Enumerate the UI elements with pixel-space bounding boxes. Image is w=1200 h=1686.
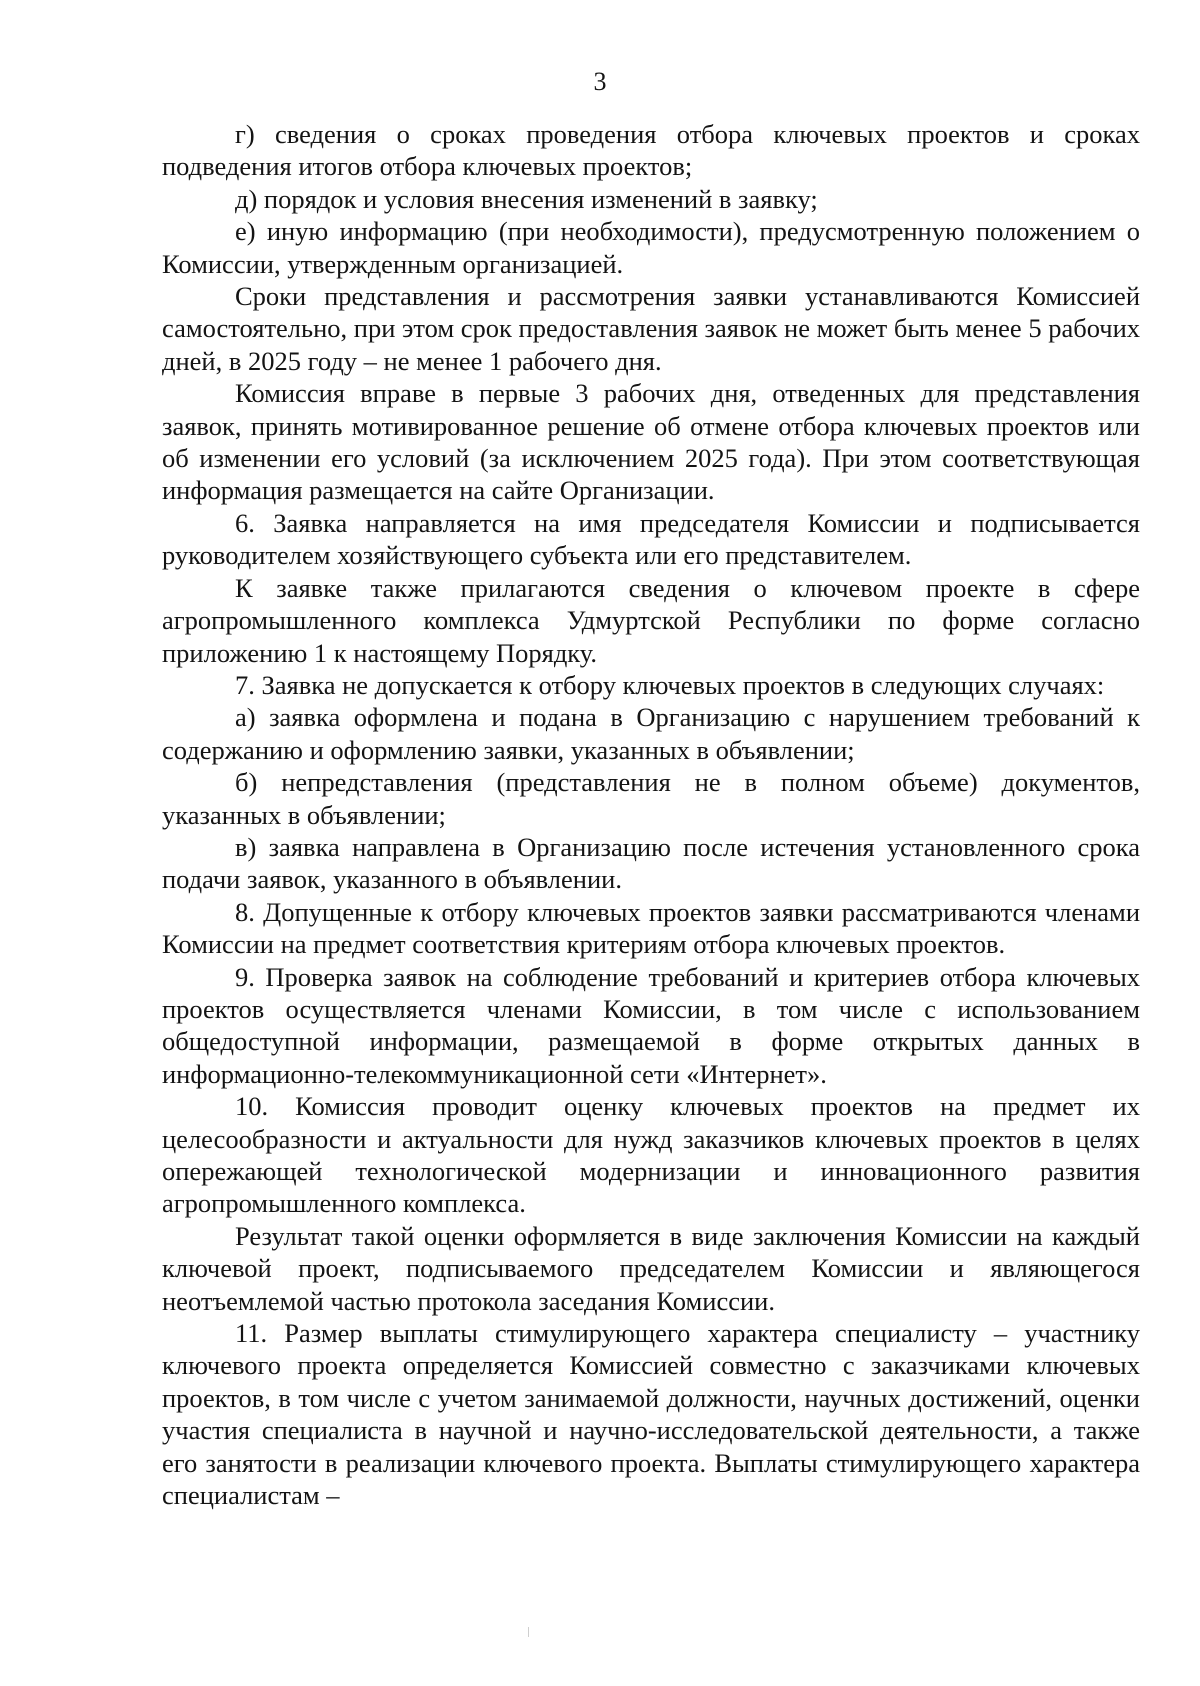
paragraph-clause-9: 9. Проверка заявок на соблюдение требований и критериев отбора ключевых проектов осуществляется членами Комиссии, в том числе с использованием общедоступной информации, размещаемой в форме открытых данных в информационно-телекоммуникационной сети «Интернет».	[162, 961, 1140, 1089]
paragraph-item-a: а) заявка оформлена и подана в Организацию с нарушением требований к содержанию и оформлению заявки, указанных в объявлении;	[162, 702, 1140, 765]
paragraph-item-g: г) сведения о сроках проведения отбора ключевых проектов и сроках подведения итогов отбора ключевых проектов;	[162, 119, 1140, 182]
paragraph-item-d: д) порядок и условия внесения изменений в заявку;	[235, 183, 818, 214]
paragraph-item-v: в) заявка направлена в Организацию после истечения установленного срока подачи заявок, указанного в объявлении.	[162, 831, 1140, 895]
document-body	[162, 118, 1140, 1511]
paragraph-clause-8: 8. Допущенные к отбору ключевых проектов заявки рассматриваются членами Комиссии на предмет соответствия критериям отбора ключевых проектов.	[162, 896, 1140, 960]
paragraph-clause-6: 6. Заявка направляется на имя председателя Комиссии и подписывается руководителем хозяйствующего субъекта или его представителем.	[162, 507, 1140, 571]
paragraph-deadlines: Сроки представления и рассмотрения заявки устанавливаются Комиссией самостоятельно, при этом срок предоставления заявок не может быть менее 5 рабочих дней, в 2025 году – не менее 1 рабочего дня.	[162, 281, 1141, 376]
paragraph-clause-10: 10. Комиссия проводит оценку ключевых проектов на предмет их целесообразности и актуальности для нужд заказчиков ключевых проектов в целях опережающей технологической модернизации и инновационного развития агропромышленного комплекса.	[162, 1091, 1140, 1219]
scan-artifact	[528, 1627, 529, 1637]
page-number: 3	[593, 67, 607, 96]
paragraph-attachments: К заявке также прилагаются сведения о ключевом проекте в сфере агропромышленного комплекса Удмуртской Республики по форме согласно приложению 1 к настоящему Порядку.	[162, 572, 1140, 668]
paragraph-assessment-result: Результат такой оценки оформляется в виде заключения Комиссии на каждый ключевой проект, подписываемого председателем Комиссии и являющегося неотъемлемой частью протокола заседания Комиссии.	[162, 1220, 1140, 1316]
paragraph-cancellation: Комиссия вправе в первые 3 рабочих дня, отведенных для представления заявок, принять мотивированное решение об отмене отбора ключевых проектов или об изменении его условий (за исключением 2025 года). При этом соответствующая информация размещается на сайте Организации.	[162, 378, 1140, 506]
paragraph-item-e: е) иную информацию (при необходимости), предусмотренную положением о Комиссии, утвержденным организацией.	[162, 216, 1140, 279]
paragraph-clause-11: 11. Размер выплаты стимулирующего характера специалисту – участнику ключевого проекта определяется Комиссией совместно с заказчиками ключевых проектов, в том числе с учетом занимаемой должности, научных достижений, оценки участия специалиста в научной и научно-исследовательской деятельности, а также его занятости в реализации ключевого проекта. Выплаты стимулирующего характера специалистам –	[162, 1318, 1140, 1511]
paragraph-item-b: б) непредставления (представления не в полном объеме) документов, указанных в объявлении;	[162, 767, 1140, 830]
paragraph-clause-7: 7. Заявка не допускается к отбору ключевых проектов в следующих случаях:	[235, 669, 1105, 700]
